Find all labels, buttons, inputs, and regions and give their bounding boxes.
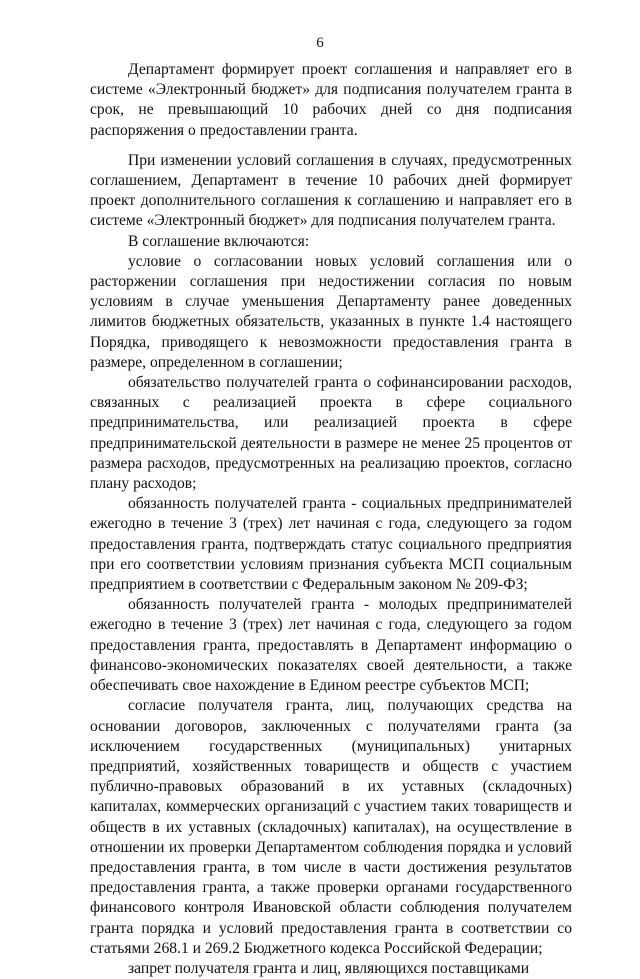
paragraph-consent-inspection: согласие получателя гранта, лиц, получающих средства на основании договоров, заключенных с получателями гранта (за исключением государственных (муниципальных) унитарных предприятий, хозяйственных товариществ и обществ с участием публично-правовых образований в их уставных (складочных) капиталах, коммерческих организаций с участием таких товариществ и обществ в их уставных (складочных) капиталах), на осуществление в отношении их проверки Департаментом соблюдения порядка и условий предоставления гранта, в том числе в части достижения результатов предоставления гранта, а также проверки органами государственного финансового контроля Ивановской области соблюдения получателем гранта порядка и условий предоставления гранта в соответствии со статьями 268.1 и 269.2 Бюджетного кодекса Российской Федерации; <box>90 697 572 957</box>
paragraph-cofinancing: обязательство получателей гранта о софинансировании расходов, связанных с реализацией проекта в сфере социального предпринимательства, или реализацией проекта в сфере предпринимательской деятельности в размере не менее 25 процентов от размера расходов, предусмотренных на реализацию проектов, согласно плану расходов; <box>90 374 572 493</box>
paragraph-new-conditions: условие о согласовании новых условий соглашения или о расторжении соглашения при недостижении согласия по новым условиям в случае уменьшения Департаменту ранее доведенных лимитов бюджетных обязательств, указанных в пункте 1.4 настоящего Порядка, приводящего к невозможности предоставления гранта в размере, определенном в соглашении; <box>90 252 572 371</box>
page-number: 6 <box>316 35 324 51</box>
paragraph-social-entrepreneurs: обязанность получателей гранта - социальных предпринимателей ежегодно в течение 3 (трех) лет начиная с года, следующего за годом предоставления гранта, подтверждать статус социального предприятия при его соответствии условиям признания субъекта МСП социальным предприятием в соответствии с Федеральным законом № 209-ФЗ; <box>90 495 572 594</box>
paragraph-young-entrepreneurs: обязанность получателей гранта - молодых предпринимателей ежегодно в течение 3 (трех) лет начиная с года, следующего за годом предоставления гранта, предоставлять в Департамент информацию о финансово-экономических показателях своей деятельности, а также обеспечивать свое нахождение в Едином реестре субъектов МСП; <box>90 596 572 695</box>
paragraph-prohibition: запрет получателя гранта и лиц, являющихся поставщиками <box>128 959 530 977</box>
paragraph-agreement-includes: В соглашение включаются: <box>128 232 310 250</box>
paragraph-agreement-changes: При изменении условий соглашения в случаях, предусмотренных соглашением, Департамент в течение 10 рабочих дней формирует проект дополнительного соглашения к соглашению и направляет его в системе «Электронный бюджет» для подписания получателем гранта. <box>90 151 572 230</box>
paragraph-agreement-draft: Департамент формирует проект соглашения и направляет его в системе «Электронный бюджет» для подписания получателем гранта в срок, не превышающий 10 рабочих дней со дня подписания распоряжения о предоставлении гранта. <box>90 61 572 139</box>
document-body <box>90 60 572 979</box>
